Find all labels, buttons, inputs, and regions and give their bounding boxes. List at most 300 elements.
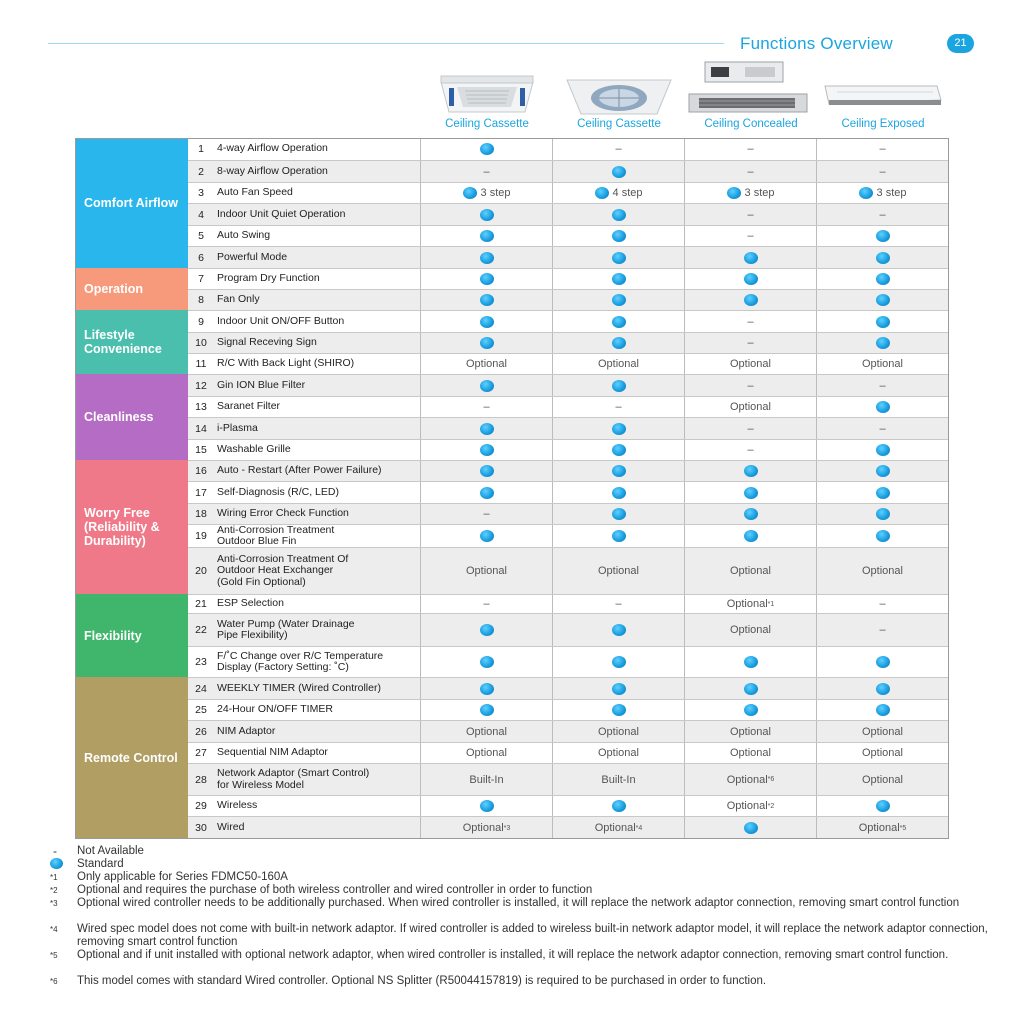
feature-value-cell	[420, 226, 552, 246]
feature-value-cell	[552, 614, 684, 646]
feature-number: 27	[195, 747, 207, 759]
standard-dot-icon	[480, 294, 494, 306]
feature-value-cell	[816, 764, 948, 795]
feature-value-cell	[816, 290, 948, 310]
feature-value-cell	[816, 504, 948, 524]
feature-name: Self-Diagnosis (R/C, LED)	[217, 485, 339, 498]
feature-value-cell	[420, 183, 552, 203]
feature-value-cell	[684, 204, 816, 225]
standard-dot-icon	[876, 508, 890, 520]
feature-row	[188, 646, 948, 677]
feature-value-cell	[684, 138, 816, 160]
standard-dot-icon	[612, 508, 626, 520]
standard-dot-icon	[612, 800, 626, 812]
value-text: Optional	[862, 725, 903, 738]
footnote-ref: *3	[503, 824, 511, 832]
page-title: Functions Overview	[740, 34, 893, 53]
feature-value-cell	[552, 161, 684, 182]
feature-name: F/˚C Change over R/C Temperature Display (Factory Setting: ˚C)	[217, 649, 384, 673]
value-label: 4 step	[612, 187, 643, 199]
feature-name: Program Dry Function	[217, 272, 320, 285]
feature-value-cell	[420, 440, 552, 460]
feature-name: Water Pump (Water Drainage Pipe Flexibility)	[217, 617, 355, 641]
standard-dot-icon	[876, 316, 890, 328]
feature-row	[188, 699, 948, 720]
standard-dot-icon	[612, 252, 626, 264]
feature-name: Indoor Unit ON/OFF Button	[217, 314, 345, 327]
footnote-mark: *1	[50, 873, 58, 882]
feature-row	[188, 182, 948, 203]
standard-dot-icon	[595, 187, 609, 199]
feature-value-cell	[684, 796, 816, 816]
standard-dot-icon	[744, 294, 758, 306]
value-text: –	[879, 422, 886, 435]
feature-name: Wiring Error Check Function	[217, 507, 349, 520]
feature-row	[188, 816, 948, 839]
feature-name: Washable Grille	[217, 443, 291, 456]
standard-dot-icon	[612, 273, 626, 285]
feature-number: 13	[195, 401, 207, 413]
feature-name: Gin ION Blue Filter	[217, 378, 306, 391]
feature-row	[188, 246, 948, 268]
feature-value-cell	[420, 721, 552, 742]
standard-dot-icon	[480, 273, 494, 285]
feature-name: i-Plasma	[217, 421, 258, 434]
value-text: Optional	[726, 773, 768, 786]
standard-dot-icon	[876, 465, 890, 477]
feature-value-cell	[552, 138, 684, 160]
feature-value-cell	[816, 418, 948, 439]
feature-value-cell	[684, 678, 816, 699]
feature-name: WEEKLY TIMER (Wired Controller)	[217, 681, 381, 694]
value-text: Optional	[730, 747, 771, 759]
feature-value-cell	[552, 678, 684, 699]
standard-dot-icon	[612, 316, 626, 328]
category-comfort-airflow	[76, 138, 188, 268]
feature-value-cell	[420, 311, 552, 332]
value-text: Built-In	[469, 773, 504, 786]
feature-value-cell	[420, 700, 552, 720]
feature-name: R/C With Back Light (SHIRO)	[217, 357, 355, 370]
feature-value-cell	[552, 796, 684, 816]
feature-value-cell	[816, 440, 948, 460]
feature-number: 24	[195, 682, 207, 695]
value-text: –	[879, 143, 886, 155]
feature-name: Auto Fan Speed	[217, 186, 293, 199]
standard-dot-icon	[480, 316, 494, 328]
value-text: Optional	[730, 401, 771, 413]
feature-number: 1	[198, 143, 204, 155]
footnote-ref: *5	[899, 824, 907, 832]
ceiling-cassette-4way-image	[421, 60, 553, 116]
feature-value-cell	[816, 647, 948, 677]
category-flexibility	[76, 594, 188, 677]
standard-dot-icon	[876, 252, 890, 264]
feature-value-cell	[816, 721, 948, 742]
feature-value-cell	[552, 269, 684, 289]
value-text: –	[747, 422, 754, 435]
value-text: –	[879, 624, 886, 636]
standard-dot-icon	[50, 858, 74, 872]
feature-name: 4-way Airflow Operation	[217, 142, 328, 155]
feature-value-cell	[684, 290, 816, 310]
feature-value-cell	[420, 375, 552, 396]
feature-number: 25	[195, 704, 207, 716]
standard-dot-icon	[612, 704, 626, 716]
feature-value-cell	[684, 525, 816, 547]
ceiling-exposed-image	[817, 60, 949, 116]
feature-value-cell	[420, 418, 552, 439]
feature-name: Powerful Mode	[217, 250, 288, 263]
standard-dot-icon	[612, 530, 626, 542]
standard-dot-icon	[612, 683, 626, 695]
feature-number: 4	[198, 208, 204, 221]
feature-number: 12	[195, 379, 207, 392]
standard-dot-icon	[480, 704, 494, 716]
feature-value-cell	[552, 183, 684, 203]
feature-name: Fan Only	[217, 293, 260, 306]
feature-name: ESP Selection	[217, 597, 284, 610]
feature-row	[188, 332, 948, 353]
category-worry-free	[76, 460, 188, 594]
feature-value-cell	[816, 183, 948, 203]
value-text: Optional	[466, 747, 507, 759]
feature-value-cell	[816, 204, 948, 225]
value-text: –	[483, 508, 490, 520]
feature-row	[188, 310, 948, 332]
feature-value-cell	[684, 440, 816, 460]
feature-number: 8	[198, 294, 204, 306]
value-text: –	[615, 401, 622, 413]
feature-number: 11	[195, 358, 207, 370]
feature-value-cell	[816, 375, 948, 396]
standard-dot-icon	[876, 704, 890, 716]
feature-number: 23	[195, 656, 207, 668]
feature-value-cell	[816, 482, 948, 503]
feature-name: Wired	[217, 821, 245, 834]
value-text: –	[879, 379, 886, 392]
feature-name: 24-Hour ON/OFF TIMER	[217, 703, 333, 716]
value-text: –	[747, 165, 754, 178]
product-column-header	[685, 60, 817, 134]
feature-value-cell	[420, 269, 552, 289]
feature-value-cell	[420, 743, 552, 763]
value-text: Optional	[730, 358, 771, 370]
value-text: –	[615, 143, 622, 155]
footnote-text: Optional and if unit installed with optional network adaptor, when wired controller is installed, it will replace the network adaptor connection, removing smart control function.	[77, 949, 949, 961]
feature-number: 7	[198, 273, 204, 285]
feature-row	[188, 160, 948, 182]
feature-row	[188, 225, 948, 246]
feature-value-cell	[684, 504, 816, 524]
ceiling-cassette-8way-image	[553, 60, 685, 116]
footnote-ref: *6	[767, 776, 775, 783]
category-operation	[76, 268, 188, 310]
feature-value-cell	[552, 647, 684, 677]
feature-value-cell	[552, 311, 684, 332]
feature-value-cell	[420, 614, 552, 646]
value-text: Optional	[726, 598, 768, 610]
feature-row	[188, 353, 948, 374]
category-label: Flexibility	[84, 628, 142, 643]
feature-value-cell	[816, 311, 948, 332]
standard-dot-icon	[480, 252, 494, 264]
feature-value-cell	[816, 226, 948, 246]
value-text: –	[747, 337, 754, 349]
value-text: –	[747, 208, 754, 221]
feature-row	[188, 677, 948, 699]
feature-number: 5	[198, 230, 204, 242]
category-lifestyle-convenience	[76, 310, 188, 374]
standard-dot-icon	[744, 273, 758, 285]
feature-value-cell	[816, 743, 948, 763]
value-text: Optional	[462, 822, 504, 834]
value-text: Optional	[466, 725, 507, 738]
standard-dot-icon	[480, 683, 494, 695]
footnote-text: Wired spec model does not come with built-in network adaptor. If wired controller is added to wireless built-in network adaptor model, it will replace the network adaptor connection, removing smart control function	[77, 923, 988, 948]
standard-dot-icon	[480, 337, 494, 349]
feature-number: 2	[198, 165, 204, 178]
feature-value-cell	[684, 183, 816, 203]
feature-row	[188, 547, 948, 594]
feature-value-cell	[420, 247, 552, 268]
category-label: Comfort Airflow	[84, 196, 178, 210]
feature-value-cell	[420, 764, 552, 795]
feature-row	[188, 613, 948, 646]
feature-row	[188, 460, 948, 481]
feature-value-cell	[420, 525, 552, 547]
feature-value-cell	[684, 375, 816, 396]
footnote-mark: *4	[50, 925, 58, 934]
category-cleanliness	[76, 374, 188, 460]
category-label: Lifestyle Convenience	[84, 328, 162, 356]
feature-number: 15	[195, 444, 207, 456]
standard-dot-icon	[744, 683, 758, 695]
standard-dot-icon	[463, 187, 477, 199]
feature-number: 16	[195, 465, 207, 477]
feature-value-cell	[552, 743, 684, 763]
feature-value-cell	[684, 595, 816, 613]
footnote-ref: *4	[635, 824, 643, 832]
feature-value-cell	[552, 397, 684, 417]
footnote-text: This model comes with standard Wired controller. Optional NS Splitter (R50044157819) is required to be purchased in order to function.	[77, 975, 767, 987]
feature-name: Auto Swing	[217, 229, 271, 242]
standard-dot-icon	[744, 704, 758, 716]
feature-value-cell	[684, 269, 816, 289]
feature-value-cell	[684, 548, 816, 594]
feature-value-cell	[552, 375, 684, 396]
feature-number: 19	[195, 530, 207, 542]
feature-number: 14	[195, 422, 207, 435]
standard-dot-icon	[876, 487, 890, 499]
standard-dot-icon	[480, 444, 494, 456]
standard-dot-icon	[744, 530, 758, 542]
feature-value-cell	[552, 525, 684, 547]
feature-value-cell	[420, 161, 552, 182]
feature-value-cell	[684, 418, 816, 439]
feature-value-cell	[552, 461, 684, 481]
feature-value-cell	[816, 817, 948, 839]
feature-value-cell	[684, 817, 816, 839]
value-text: Built-In	[601, 773, 636, 786]
standard-dot-icon	[876, 294, 890, 306]
feature-value-cell	[684, 700, 816, 720]
value-label: 3 step	[876, 187, 907, 199]
standard-dot-icon	[876, 656, 890, 668]
standard-dot-icon	[612, 423, 626, 435]
footnote-mark: *3	[50, 899, 58, 908]
feature-value-cell	[552, 290, 684, 310]
feature-number: 28	[195, 773, 207, 786]
value-text: –	[615, 598, 622, 610]
feature-value-cell	[684, 397, 816, 417]
standard-dot-icon	[480, 209, 494, 221]
category-remote-control	[76, 677, 188, 839]
feature-number: 22	[195, 624, 207, 636]
ceiling-concealed-image	[685, 60, 817, 116]
standard-dot-icon	[876, 230, 890, 242]
feature-value-cell	[552, 548, 684, 594]
standard-dot-icon	[612, 294, 626, 306]
standard-dot-icon	[744, 465, 758, 477]
feature-value-cell	[552, 440, 684, 460]
standard-dot-icon	[612, 444, 626, 456]
standard-dot-icon	[876, 273, 890, 285]
standard-dot-icon	[876, 683, 890, 695]
product-name: Ceiling Exposed	[841, 118, 925, 130]
value-text: Optional	[730, 624, 771, 636]
feature-value-cell	[684, 247, 816, 268]
feature-value-cell	[552, 721, 684, 742]
value-text: Optional	[858, 822, 900, 834]
standard-dot-icon	[876, 530, 890, 542]
footnote-mark: *6	[50, 977, 58, 986]
feature-value-cell	[816, 614, 948, 646]
feature-number: 6	[198, 251, 204, 264]
category-label: Worry Free (Reliability & Durability)	[84, 506, 160, 548]
value-text: –	[747, 444, 754, 456]
feature-value-cell	[684, 721, 816, 742]
value-text: Optional	[598, 565, 639, 577]
standard-dot-icon	[480, 465, 494, 477]
standard-dot-icon	[480, 487, 494, 499]
page-number-badge: 21	[947, 34, 974, 53]
feature-row	[188, 268, 948, 289]
value-text: –	[747, 143, 754, 155]
feature-value-cell	[420, 595, 552, 613]
footnote-text: Not Available	[77, 845, 144, 857]
value-text: –	[879, 165, 886, 178]
feature-value-cell	[420, 482, 552, 503]
feature-name: Signal Receving Sign	[217, 336, 317, 349]
feature-number: 30	[195, 822, 207, 834]
feature-value-cell	[420, 504, 552, 524]
feature-value-cell	[816, 138, 948, 160]
standard-dot-icon	[480, 624, 494, 636]
feature-number: 10	[195, 337, 207, 349]
feature-value-cell	[420, 817, 552, 839]
product-name: Ceiling Concealed	[704, 118, 798, 130]
feature-row	[188, 763, 948, 795]
feature-value-cell	[816, 397, 948, 417]
standard-dot-icon	[876, 444, 890, 456]
feature-name: NIM Adaptor	[217, 724, 276, 737]
feature-value-cell	[420, 647, 552, 677]
feature-name: 8-way Airflow Operation	[217, 164, 328, 177]
standard-dot-icon	[480, 380, 494, 392]
feature-value-cell	[816, 595, 948, 613]
feature-name: Indoor Unit Quiet Operation	[217, 207, 346, 220]
value-text: Optional	[726, 800, 768, 812]
value-text: Optional	[598, 725, 639, 738]
value-text: –	[747, 315, 754, 328]
feature-value-cell	[552, 418, 684, 439]
standard-dot-icon	[744, 822, 758, 834]
feature-value-cell	[552, 595, 684, 613]
standard-dot-icon	[876, 337, 890, 349]
feature-value-cell	[420, 397, 552, 417]
feature-value-cell	[552, 764, 684, 795]
feature-value-cell	[420, 290, 552, 310]
value-text: –	[483, 598, 490, 610]
feature-value-cell	[816, 525, 948, 547]
product-column-header	[817, 60, 949, 134]
value-text: Optional	[730, 565, 771, 577]
footnote-ref: *1	[767, 600, 775, 608]
header-rule	[48, 43, 724, 44]
feature-row	[188, 481, 948, 503]
feature-value-cell	[816, 333, 948, 353]
feature-value-cell	[816, 700, 948, 720]
feature-value-cell	[684, 226, 816, 246]
feature-value-cell	[684, 161, 816, 182]
footnote-mark: *2	[50, 886, 58, 895]
product-column-header	[553, 60, 685, 134]
feature-value-cell	[420, 796, 552, 816]
feature-value-cell	[420, 678, 552, 699]
feature-row	[188, 138, 948, 160]
feature-value-cell	[816, 269, 948, 289]
feature-row	[188, 289, 948, 310]
feature-name: Saranet Filter	[217, 400, 281, 413]
value-text: –	[879, 598, 886, 610]
standard-dot-icon	[480, 143, 494, 155]
value-text: –	[747, 230, 754, 242]
feature-row	[188, 742, 948, 763]
feature-value-cell	[684, 614, 816, 646]
feature-row	[188, 417, 948, 439]
product-column-header	[421, 60, 553, 134]
feature-value-cell	[816, 461, 948, 481]
standard-dot-icon	[612, 487, 626, 499]
standard-dot-icon	[480, 800, 494, 812]
footnote-text: Standard	[77, 858, 124, 870]
feature-row	[188, 594, 948, 613]
feature-value-cell	[552, 204, 684, 225]
feature-name: Wireless	[217, 799, 258, 812]
standard-dot-icon	[480, 656, 494, 668]
standard-dot-icon	[480, 230, 494, 242]
footnote-text: Optional and requires the purchase of both wireless controller and wired controller in order to function	[77, 884, 593, 896]
feature-value-cell	[420, 548, 552, 594]
value-text: –	[879, 208, 886, 221]
feature-number: 9	[198, 315, 204, 328]
category-label: Remote Control	[84, 751, 178, 765]
feature-value-cell	[684, 743, 816, 763]
value-text: Optional	[466, 565, 507, 577]
feature-value-cell	[552, 333, 684, 353]
footnote-text: Optional wired controller needs to be additionally purchased. When wired controller is installed, it will replace the network adaptor connection, removing smart control function	[77, 897, 960, 909]
